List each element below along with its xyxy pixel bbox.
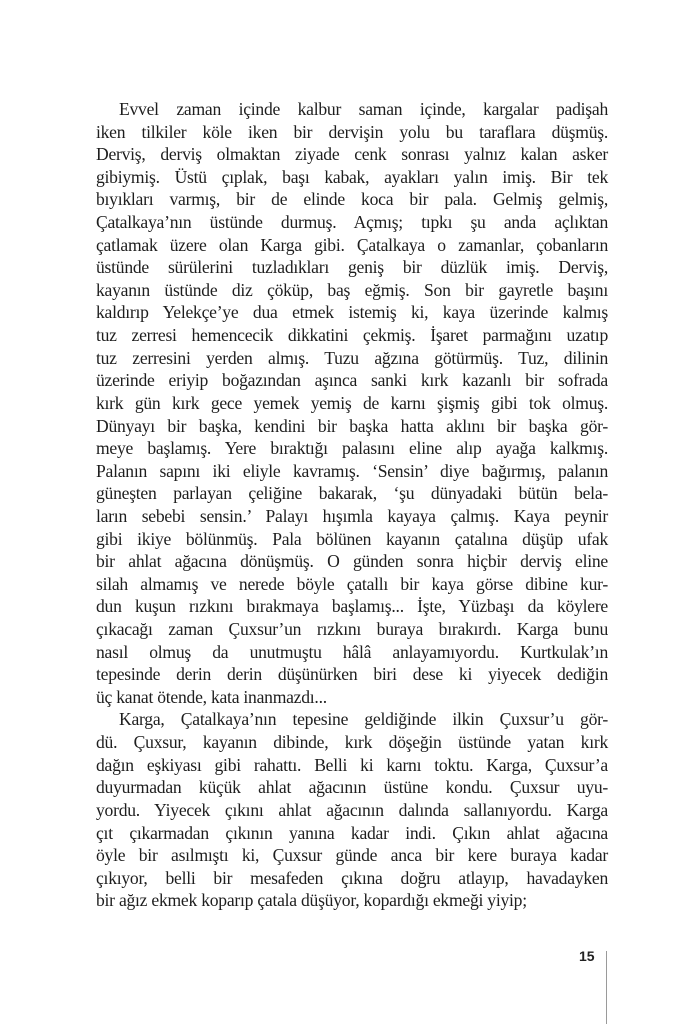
text-line: öyle bir asılmıştı ki, Çuxsur günde anca bir kere buraya kadar [96, 845, 608, 866]
text-line: gibiymiş. Üstü çıplak, başı kabak, ayakları yalın imiş. Bir tek [96, 166, 608, 187]
text-line: Dünyayı bir başka, kendini bir başka hatta aklını bir başka gör- [96, 415, 608, 436]
text-line: kırk gün kırk gece yemek yemiş de karnı şişmiş gibi tok olmuş. [96, 392, 608, 413]
text-line: Çatalkaya’nın üstünde durmuş. Açmış; tıpkı şu anda açlıktan [96, 212, 608, 233]
text-line: Derviş, derviş olmaktan ziyade cenk sonrası yalnız kalan asker [96, 144, 608, 165]
text-line: Karga, Çatalkaya’nın tepesine geldiğinde ilkin Çuxsur’u gör- [119, 709, 608, 730]
text-line: kaldırıp Yelekçe’ye dua etmek istemiş ki, kaya üzerinde kalmış [96, 302, 608, 323]
text-line: bıyıkları varmış, bir de elinde koca bir pala. Gelmiş gelmiş, [96, 189, 608, 210]
text-line: kayanın üstünde diz çöküp, baş eğmiş. Son bir gayretle başını [96, 279, 608, 300]
text-line: dü. Çuxsur, kayanın dibinde, kırk döşeğin üstünde yatan kırk [96, 732, 608, 753]
text-line: nasıl olmuş da unutmuştu hâlâ anlayamıyordu. Kurtkulak’ın [96, 641, 608, 662]
text-line: tuz zerresini yerden almış. Tuzu ağzına götürmüş. Tuz, dilinin [96, 347, 608, 368]
text-line: iken tilkiler köle iken bir dervişin yolu bu taraflara düşmüş. [96, 121, 608, 142]
text-line: gibi ikiye bölünmüş. Pala bölünen kayanın çatalına düşüp ufak [96, 528, 608, 549]
text-line: çıt çıkarmadan çıkının yanına kadar indi. Çıkın ahlat ağacına [96, 822, 608, 843]
text-line: üzerinde eriyip boğazından aşınca sanki kırk kazanlı bir sofrada [96, 370, 608, 391]
text-line: tuz zerresi hemencecik dikkatini çekmiş. İşaret parmağını uzatıp [96, 325, 608, 346]
text-line: dun kuşun rızkını bırakmaya başlamış... İşte, Yüzbaşı da köylere [96, 596, 608, 617]
text-line: çıkacağı zaman Çuxsur’un rızkını buraya bırakırdı. Karga bunu [96, 619, 608, 640]
text-line: bir ahlat ağacına dönüşmüş. O günden sonra hiçbir derviş eline [96, 551, 608, 572]
paragraph [96, 708, 608, 911]
text-line: üç kanat ötende, kata inanmazdı... [96, 686, 327, 707]
text-line: tepesinde derin derin düşünürken biri dese ki yiyecek dediğin [96, 664, 608, 685]
text-line: Evvel zaman içinde kalbur saman içinde, kargalar padişah [119, 99, 608, 119]
text-line: bir ağız ekmek koparıp çatala düşüyor, kopardığı ekmeği yiyip; [96, 890, 527, 911]
text-line: çıkıyor, belli bir mesafeden çıkına doğru atlayıp, havadayken [96, 867, 608, 888]
page-number: 15 [579, 948, 595, 964]
text-line: ların sebebi sensin.’ Palayı hışımla kayaya çalmış. Kaya peynir [96, 505, 608, 526]
text-line: meye başlamış. Yere bıraktığı palasını eline alıp ayağa kalkmış. [96, 438, 608, 459]
text-line: Palanın sapını iki eliyle kavramış. ‘Sensin’ diye bağırmış, palanın [96, 460, 608, 481]
text-line: güneşten parlayan çeliğine bakarak, ‘şu dünyadaki bütün bela- [96, 483, 608, 504]
margin-rule [606, 951, 607, 1024]
text-line: üstünde sürülerini tuzladıkları geniş bir düzlük imiş. Derviş, [96, 257, 608, 278]
text-line: silah almamış ve nerede böyle çatallı bir kaya görse dibine kur- [96, 573, 608, 594]
body-text [96, 98, 608, 912]
text-line: çatlamak üzere olan Karga gibi. Çatalkaya o zamanlar, çobanların [96, 234, 608, 255]
text-line: duyurmadan küçük ahlat ağacının üstüne kondu. Çuxsur uyu- [96, 777, 608, 798]
text-line: dağın eşkiyası gibi rahattı. Belli ki karnı toktu. Karga, Çuxsur’a [96, 754, 608, 775]
paragraph [96, 98, 608, 708]
text-line: yordu. Yiyecek çıkını ahlat ağacının dalında sallanıyordu. Karga [96, 799, 608, 820]
